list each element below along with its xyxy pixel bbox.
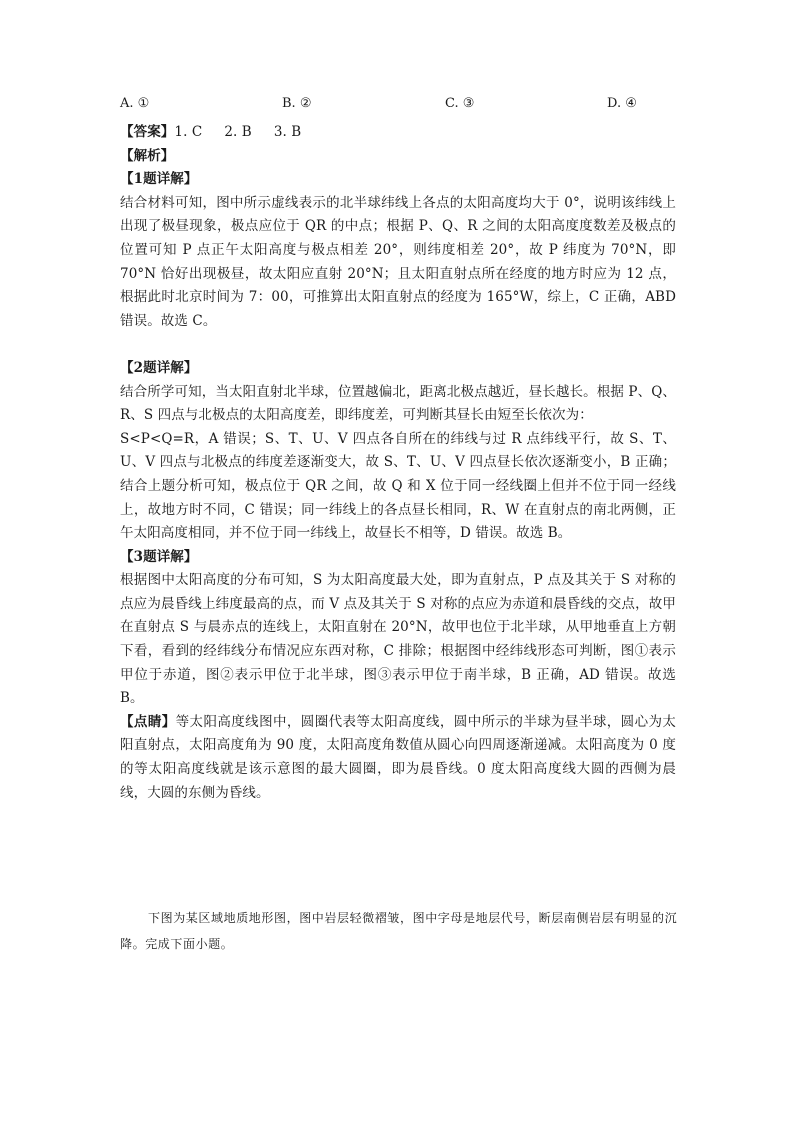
answer-line [120, 121, 676, 145]
option-b: B. ② [282, 96, 312, 111]
analysis-heading: 【解析】 [120, 147, 175, 164]
q1-heading: 【1题详解】 [120, 171, 198, 188]
option-d: D. ④ [607, 96, 637, 111]
q3-explanation: 根据图中太阳高度的分布可知，S 为太阳高度最大处，即为直射点，P 点及其关于 S 对称的点应为晨昏线上纬度最高的点，而 V 点及其关于 S 对称的点应为赤道和晨昏线的交点，故甲在直射点 S 与晨赤点的连线上，太阳直射在 20°N，故甲也位于北半球，从甲地垂直上方朝下看，看到的经纬线分布情况应东西对称，C 排除；根据图中经纬线形态可判断，图①表示甲位于赤道，图②表示甲位于北半球，图③表示甲位于南半球，B 正确，AD 错误。故选 B。 [120, 572, 676, 707]
answer-label: 【答案】 [120, 124, 175, 140]
tip-text: 等太阳高度线图中，圆圈代表等太阳高度线，圆中所示的半球为昼半球，圆心为太阳直射点，太阳高度角为 90 度，太阳高度角数值从圆心向四周逐渐递减。太阳高度为 0 度的等太阳高度线就是该示意图的最大圆圈，即为晨昏线。0 度太阳高度线大圆的西侧为晨线，大圆的东侧为昏线。 [120, 713, 676, 801]
answer-2: 2. B [224, 124, 252, 140]
spacer [120, 333, 676, 357]
tip-heading: 【点睛】 [120, 713, 176, 730]
answer-1: 1. C [174, 124, 203, 140]
tip-paragraph [120, 711, 676, 805]
q1-explanation: 结合材料可知，图中所示虚线表示的北半球纬线上各点的太阳高度均大于 0°，说明该纬线上出现了极昼现象，极点应位于 QR 的中点；根据 P、Q、R 之间的太阳高度度数差及极点的位置可知 P 点正午太阳高度与极点相差 20°，则纬度相差 20°，故 P 纬度为 70°N，即 70°N 恰好出现极昼，故太阳应直射 20°N；且太阳直射点所在经度的地方时应为 12 点，根据此时北京时间为 7：00，可推算出太阳直射点的经度为 165°W，综上，C 正确，ABD 错误。故选 C。 [120, 194, 676, 329]
answer-options [120, 96, 680, 116]
q2-explanation-part1: 结合所学可知，当太阳直射北半球，位置越偏北，距离北极点越近，昼长越长。根据 P、Q、R、S 四点与北极点的太阳高度差，即纬度差，可判断其昼长由短至长依次为： [120, 383, 676, 424]
option-c: C. ③ [445, 96, 475, 111]
q2-heading: 【2题详解】 [120, 359, 198, 376]
next-question-intro: 下图为某区域地质地形图，图中岩层轻微褶皱，图中字母是地层代号，断层南侧岩层有明显的沉降。完成下面小题。 [120, 911, 678, 951]
q2-explanation-part2: S<P<Q=R，A 错误；S、T、U、V 四点各自所在的纬线与过 R 点纬线平行，故 S、T、U、V 四点与北极点的纬度差逐渐变大，故 S、T、U、V 四点昼长依次逐渐变小，B 正确；结合上题分析可知，极点位于 QR 之间，故 Q 和 X 位于同一经线圈上但并不位于同一经线上，故地方时不同，C 错误；同一纬线上的各点昼长相同，R、W 在直射点的南北两侧，正午太阳高度相同，并不位于同一纬线上，故昼长不相等，D 错误。故选 B。 [120, 430, 676, 542]
answer-3: 3. B [273, 124, 302, 140]
option-a: A. ① [120, 96, 150, 111]
solution-body [120, 121, 676, 805]
q3-heading: 【3题详解】 [120, 548, 198, 565]
